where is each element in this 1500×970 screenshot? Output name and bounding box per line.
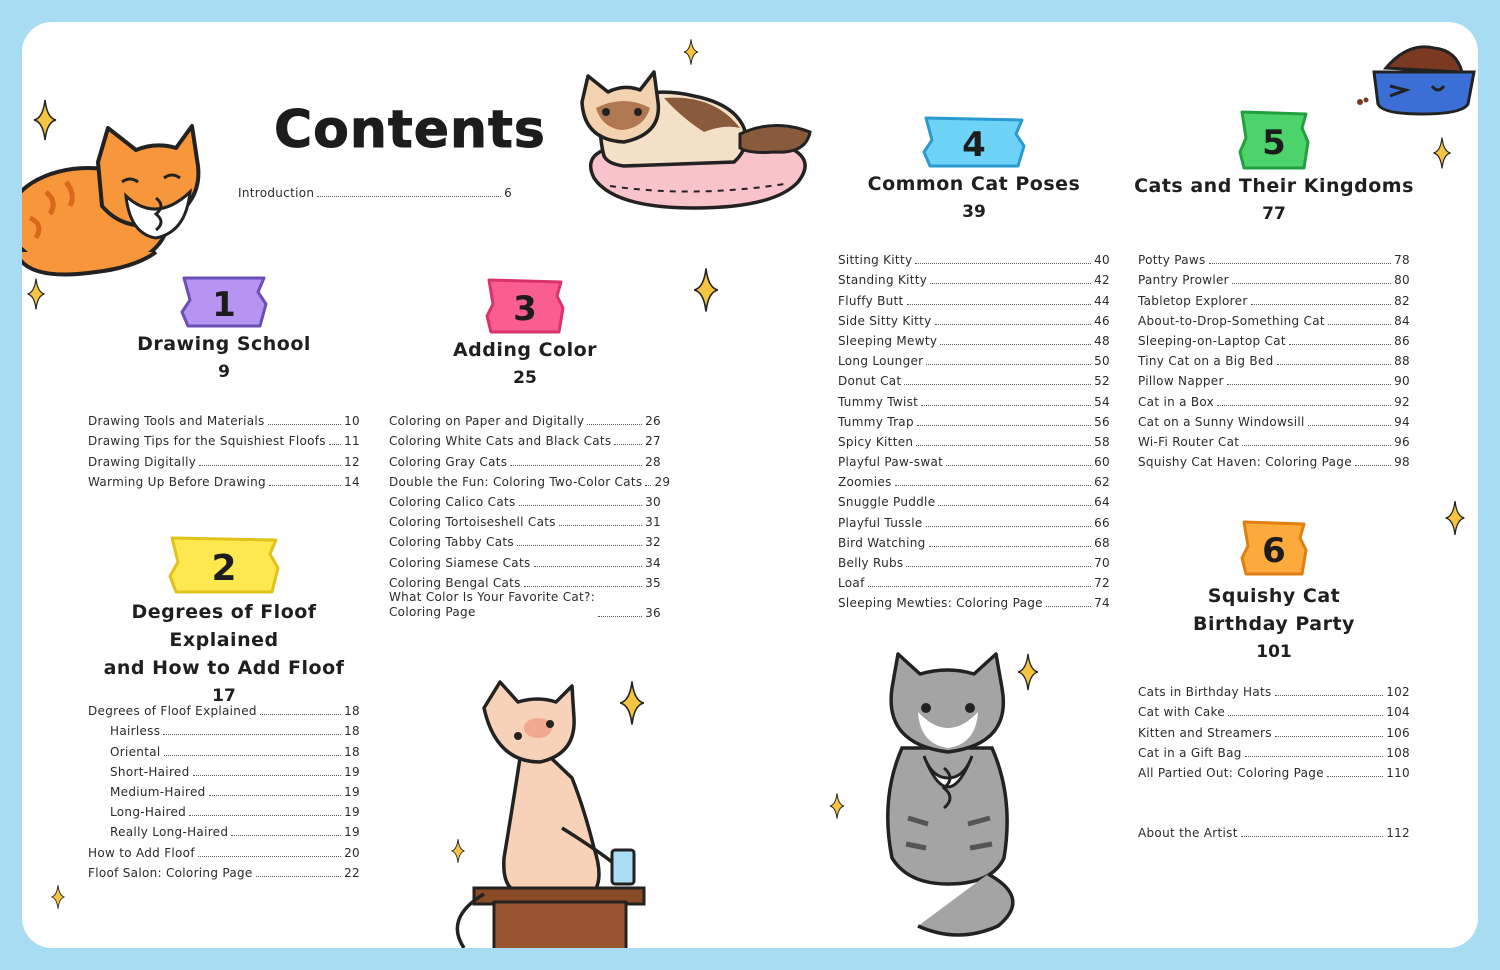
toc-entry-page: 20 — [344, 845, 360, 860]
toc-entry-page: 32 — [645, 535, 661, 550]
leader-dots — [916, 445, 1091, 446]
sparkle-icon — [1444, 496, 1466, 540]
toc-entry-page: 80 — [1394, 273, 1410, 288]
toc-entry[interactable] — [88, 469, 360, 489]
leader-dots — [921, 405, 1091, 406]
toc-entry[interactable] — [389, 408, 661, 428]
toc-entry[interactable] — [838, 247, 1110, 267]
toc-entry-page: 12 — [344, 454, 360, 469]
chapter-4-number: 4 — [962, 125, 986, 165]
toc-entry-page: 30 — [645, 494, 661, 509]
toc-entry[interactable] — [389, 448, 661, 468]
chapter-6-number: 6 — [1262, 531, 1286, 571]
toc-entry-page: 78 — [1394, 253, 1410, 268]
leader-dots — [895, 485, 1091, 486]
leader-dots — [517, 545, 642, 546]
toc-entry-label: Really Long-Haired — [110, 825, 229, 840]
cat-food-bowl-illustration — [1352, 38, 1478, 118]
leader-dots — [1227, 384, 1391, 385]
toc-entry-page: 56 — [1094, 414, 1110, 429]
toc-entry-page: 54 — [1094, 394, 1110, 409]
leader-dots — [231, 835, 341, 836]
toc-entry-page: 48 — [1094, 333, 1110, 348]
toc-entry-page: 84 — [1394, 313, 1410, 328]
toc-entry[interactable] — [838, 469, 1110, 489]
toc-entry[interactable] — [838, 267, 1110, 287]
toc-entry-label: Long-Haired — [110, 805, 187, 820]
toc-entry-label: Medium-Haired — [110, 784, 206, 799]
toc-entry-page: 58 — [1094, 434, 1110, 449]
toc-entry-label: Degrees of Floof Explained — [88, 704, 257, 719]
toc-entry-page: 50 — [1094, 354, 1110, 369]
toc-entry-label: Cats in Birthday Hats — [1138, 685, 1272, 700]
toc-entry-label: Sleeping Mewty — [838, 333, 938, 348]
toc-entry-label: Squishy Cat Haven: Coloring Page — [1138, 455, 1352, 470]
toc-entry-label: Wi-Fi Router Cat — [1138, 434, 1240, 449]
toc-entry-label: Sleeping-on-Laptop Cat — [1138, 333, 1286, 348]
toc-entry[interactable] — [1138, 388, 1410, 408]
chapter-1-number-badge — [178, 274, 270, 330]
toc-entry-page: 19 — [344, 784, 360, 799]
toc-entry-page: 106 — [1386, 725, 1410, 740]
toc-entry[interactable] — [389, 489, 661, 509]
toc-entry-page: 98 — [1394, 455, 1410, 470]
leader-dots — [317, 196, 501, 197]
chapter-5-number-badge — [1236, 108, 1312, 172]
toc-entry-page: 52 — [1094, 374, 1110, 389]
leader-dots — [587, 424, 642, 425]
toc-entry[interactable] — [88, 759, 360, 779]
toc-entry-page: 18 — [344, 724, 360, 739]
chapter-1-heading — [124, 274, 324, 386]
toc-entry-label: Kitten and Streamers — [1138, 725, 1272, 740]
leader-dots — [645, 485, 651, 486]
chapter-5-page: 77 — [1262, 204, 1286, 224]
chapter-5-title: Cats and Their Kingdoms — [1134, 175, 1414, 197]
toc-entry-page: 82 — [1394, 293, 1410, 308]
toc-entry-label: Sleeping Mewties: Coloring Page — [838, 596, 1043, 611]
toc-entry[interactable] — [1138, 348, 1410, 368]
toc-entry[interactable] — [389, 509, 661, 529]
toc-entry[interactable] — [88, 779, 360, 799]
chapter-5-number: 5 — [1262, 123, 1286, 163]
toc-entry-label: Cat on a Sunny Windowsill — [1138, 414, 1305, 429]
toc-entry[interactable] — [88, 408, 360, 428]
chapter-2-number: 2 — [211, 548, 237, 589]
toc-entry[interactable] — [838, 388, 1110, 408]
chapter-3-entries — [389, 408, 671, 620]
toc-entry-label: Coloring Calico Cats — [389, 494, 516, 509]
leader-dots — [1209, 263, 1392, 264]
toc-entry-label: Warming Up Before Drawing — [88, 474, 266, 489]
toc-entry-label: Drawing Tools and Materials — [88, 414, 265, 429]
chapter-5-heading — [1134, 108, 1414, 228]
leader-dots — [559, 525, 642, 526]
toc-entry-label: Tabletop Explorer — [1138, 293, 1248, 308]
toc-entry[interactable] — [838, 570, 1110, 590]
toc-entry-label: Tummy Trap — [838, 414, 914, 429]
toc-entry[interactable] — [838, 509, 1110, 529]
leader-dots — [164, 755, 342, 756]
leader-dots — [510, 465, 642, 466]
chapter-4-number-badge — [920, 114, 1028, 170]
leader-dots — [614, 444, 642, 445]
leader-dots — [1327, 776, 1383, 777]
toc-entry-page: 40 — [1094, 253, 1110, 268]
chapter-1-page: 9 — [218, 362, 230, 382]
sparkle-icon — [692, 260, 720, 320]
leader-dots — [915, 263, 1091, 264]
toc-entry-page: 64 — [1094, 495, 1110, 510]
leader-dots — [1241, 836, 1383, 837]
toc-entry-label: Playful Tussle — [838, 515, 923, 530]
chapter-6-number-badge — [1238, 518, 1310, 578]
leader-dots — [1251, 304, 1392, 305]
toc-entry[interactable] — [1138, 699, 1410, 719]
toc-entry[interactable] — [1138, 820, 1410, 840]
toc-entry-page: 11 — [344, 434, 360, 449]
toc-entry-label: Coloring Bengal Cats — [389, 575, 521, 590]
toc-entry[interactable] — [1138, 740, 1410, 760]
leader-dots — [598, 616, 642, 617]
leader-dots — [256, 876, 342, 877]
toc-entry-label: Double the Fun: Coloring Two-Color Cats — [389, 474, 643, 489]
leader-dots — [926, 526, 1092, 527]
toc-entry-label: Pantry Prowler — [1138, 273, 1229, 288]
toc-entry-label: Long Lounger — [838, 354, 924, 369]
chapter-2-title: Degrees of Floof Explained and How to Add Floof — [103, 601, 345, 679]
toc-entry[interactable] — [88, 839, 360, 859]
toc-entry[interactable] — [88, 698, 360, 718]
toc-entry[interactable] — [838, 409, 1110, 429]
toc-entry-page: 19 — [344, 764, 360, 779]
toc-entry-page: 28 — [645, 454, 661, 469]
leader-dots — [199, 465, 341, 466]
leader-dots — [935, 324, 1092, 325]
toc-entry-label: Loaf — [838, 576, 865, 591]
leader-dots — [1232, 283, 1391, 284]
toc-entry[interactable] — [389, 590, 661, 620]
leader-dots — [1242, 445, 1391, 446]
gray-tabby-cat-sitting-illustration — [868, 648, 1028, 938]
toc-entry-label: Hairless — [110, 724, 161, 739]
toc-entry-label: All Partied Out: Coloring Page — [1138, 765, 1324, 780]
toc-entry[interactable] — [389, 529, 661, 549]
toc-entry-label: What Color Is Your Favorite Cat?: Coloring Page — [389, 589, 596, 619]
leader-dots — [524, 586, 642, 587]
sparkle-icon — [32, 98, 58, 142]
leader-dots — [209, 795, 342, 796]
toc-entry[interactable] — [88, 428, 360, 448]
chapter-6-title: Squishy Cat Birthday Party — [1193, 585, 1355, 635]
toc-entry[interactable] — [1138, 760, 1410, 780]
toc-entry[interactable] — [1138, 247, 1410, 267]
toc-entry-page: 46 — [1094, 313, 1110, 328]
toc-entry[interactable] — [838, 590, 1110, 610]
toc-entry-page: 86 — [1394, 333, 1410, 348]
toc-entry[interactable] — [1138, 449, 1410, 469]
toc-entry-label: Coloring Siamese Cats — [389, 555, 531, 570]
toc-entry-label: Sitting Kitty — [838, 253, 913, 268]
chapter-3-number-badge — [483, 276, 567, 336]
toc-entry-label: Coloring White Cats and Black Cats — [389, 434, 612, 449]
toc-entry-page: 26 — [645, 414, 661, 429]
chapter-5-entries — [1138, 247, 1410, 469]
chapter-3-number: 3 — [513, 289, 537, 329]
leader-dots — [1217, 405, 1391, 406]
leader-dots — [1228, 715, 1383, 716]
toc-entry-label: Oriental — [110, 744, 161, 759]
toc-entry-label: Snuggle Puddle — [838, 495, 936, 510]
toc-entry-page: 62 — [1094, 475, 1110, 490]
toc-entry[interactable] — [838, 328, 1110, 348]
toc-entry-label: Coloring on Paper and Digitally — [389, 414, 585, 429]
sparkle-icon — [50, 884, 66, 910]
toc-entry[interactable] — [88, 718, 360, 738]
toc-entry[interactable] — [389, 428, 661, 448]
leader-dots — [329, 444, 341, 445]
toc-entry-label: Spicy Kitten — [838, 434, 914, 449]
leader-dots — [268, 424, 342, 425]
chapter-4-heading — [864, 114, 1084, 226]
toc-entry-page: 19 — [344, 805, 360, 820]
sparkle-icon — [26, 276, 46, 312]
sparkle-icon — [1432, 136, 1452, 170]
chapter-3-page: 25 — [513, 368, 537, 388]
toc-entry-label: Potty Paws — [1138, 253, 1206, 268]
leader-dots — [938, 505, 1091, 506]
toc-entry-page: 104 — [1386, 705, 1410, 720]
leader-dots — [193, 775, 342, 776]
toc-entry-label: Drawing Digitally — [88, 454, 197, 469]
sparkle-icon — [618, 676, 646, 730]
leader-dots — [260, 714, 341, 715]
toc-entry-page: 44 — [1094, 293, 1110, 308]
toc-entry-label: How to Add Floof — [88, 845, 195, 860]
leader-dots — [929, 546, 1092, 547]
toc-entry-page: 19 — [344, 825, 360, 840]
leader-dots — [189, 815, 341, 816]
toc-entry-label: Short-Haired — [110, 764, 190, 779]
toc-entry[interactable] — [88, 738, 360, 758]
toc-entry-page: 72 — [1094, 576, 1110, 591]
leader-dots — [1275, 736, 1383, 737]
toc-entry[interactable] — [88, 860, 360, 880]
contents-page — [22, 22, 1478, 948]
toc-entry-label: Coloring Gray Cats — [389, 454, 508, 469]
leader-dots — [1245, 756, 1384, 757]
toc-entry-label: Cat with Cake — [1138, 705, 1226, 720]
toc-entry[interactable] — [1138, 328, 1410, 348]
leader-dots — [519, 505, 643, 506]
toc-entry-label: Pillow Napper — [1138, 374, 1224, 389]
toc-entry[interactable] — [389, 469, 671, 489]
toc-entry-label: Belly Rubs — [838, 556, 904, 570]
toc-entry-page: 94 — [1394, 414, 1410, 429]
chapter-1-entries — [88, 408, 360, 489]
orange-tabby-cat-sleeping-illustration — [22, 122, 202, 282]
toc-entry-label: Tiny Cat on a Big Bed — [1138, 354, 1274, 369]
toc-entry[interactable] — [238, 180, 512, 200]
toc-entry-page: 74 — [1094, 596, 1110, 611]
toc-entry-page: 42 — [1094, 273, 1110, 288]
chapter-4-entries — [838, 247, 1110, 610]
toc-entry-label: Drawing Tips for the Squishiest Floofs — [88, 434, 326, 449]
toc-entry[interactable] — [838, 348, 1110, 368]
toc-entry-page: 36 — [645, 605, 661, 620]
toc-entry[interactable] — [1138, 267, 1410, 287]
chapter-4-title: Common Cat Poses — [867, 173, 1081, 195]
toc-entry-label: Zoomies — [838, 475, 892, 490]
chapter-6-entries — [1138, 679, 1410, 780]
toc-entry[interactable] — [838, 429, 1110, 449]
chapter-2-heading — [74, 534, 374, 710]
toc-entry-label: Cat in a Box — [1138, 394, 1215, 409]
toc-entry[interactable] — [88, 819, 360, 839]
toc-entry[interactable] — [88, 799, 360, 819]
leader-dots — [946, 465, 1091, 466]
toc-entry-label: Bird Watching — [838, 535, 926, 550]
toc-entry-page: 90 — [1394, 374, 1410, 389]
toc-entry-page: 68 — [1094, 535, 1110, 550]
toc-entry-page: 35 — [645, 575, 661, 590]
calico-cat-on-pillow-illustration — [574, 58, 824, 218]
sparkle-icon — [682, 38, 700, 66]
toc-entry[interactable] — [838, 308, 1110, 328]
leader-dots — [1328, 324, 1391, 325]
leader-dots — [917, 425, 1091, 426]
toc-entry-page: 14 — [344, 474, 360, 489]
toc-entry[interactable] — [838, 530, 1110, 550]
toc-entry-page: 88 — [1394, 354, 1410, 369]
toc-entry-label: Tummy Twist — [838, 394, 919, 409]
toc-entry-label: Side Sitty Kitty — [838, 313, 932, 328]
toc-entry-label: Donut Cat — [838, 374, 902, 389]
leader-dots — [1289, 344, 1391, 345]
toc-entry-label: Standing Kitty — [838, 273, 928, 288]
toc-entry[interactable] — [838, 287, 1110, 307]
leader-dots — [868, 586, 1092, 587]
toc-entry-label: Coloring Tabby Cats — [389, 535, 514, 550]
page-title: Contents — [274, 100, 546, 160]
toc-entry-page: 6 — [504, 186, 512, 201]
toc-entry-page: 110 — [1386, 765, 1410, 780]
toc-entry-label: Playful Paw-swat — [838, 455, 944, 470]
toc-entry-page: 31 — [645, 515, 661, 530]
leader-dots — [906, 566, 1091, 567]
toc-entry[interactable] — [1138, 719, 1410, 739]
leader-dots — [1355, 465, 1391, 466]
chapter-3-title: Adding Color — [452, 339, 598, 361]
leader-dots — [940, 344, 1091, 345]
toc-entry-page: 102 — [1386, 685, 1410, 700]
leader-dots — [926, 364, 1091, 365]
toc-entry[interactable] — [838, 489, 1110, 509]
toc-entry[interactable] — [389, 549, 661, 569]
leader-dots — [1308, 425, 1392, 426]
toc-entry-page: 60 — [1094, 455, 1110, 470]
toc-entry-page: 18 — [344, 744, 360, 759]
toc-entry-label: About-to-Drop-Something Cat — [1138, 313, 1325, 328]
toc-entry[interactable] — [1138, 287, 1410, 307]
chapter-6-page: 101 — [1256, 642, 1292, 662]
chapter-2-number-badge — [166, 534, 282, 596]
chapter-1-number: 1 — [212, 285, 236, 325]
toc-entry-page: 22 — [344, 865, 360, 880]
toc-entry-page: 66 — [1094, 515, 1110, 530]
toc-entry[interactable] — [838, 368, 1110, 388]
toc-entry-page: 108 — [1386, 745, 1410, 760]
leader-dots — [198, 856, 341, 857]
toc-entry[interactable] — [1138, 409, 1410, 429]
chapter-1-title: Drawing School — [137, 333, 311, 355]
leader-dots — [269, 485, 341, 486]
toc-entry-page: 96 — [1394, 434, 1410, 449]
toc-entry-page: 27 — [645, 434, 661, 449]
about-artist-entry-block — [1138, 820, 1410, 840]
toc-entry[interactable] — [1138, 429, 1410, 449]
toc-entry-label: Introduction — [238, 186, 315, 201]
chapter-2-page: 17 — [212, 686, 236, 706]
leader-dots — [534, 566, 643, 567]
leader-dots — [1277, 364, 1392, 365]
sparkle-icon — [1016, 652, 1040, 692]
toc-entry-page: 29 — [654, 474, 671, 489]
toc-entry[interactable] — [88, 448, 360, 468]
toc-entry-page: 92 — [1394, 394, 1410, 409]
toc-entry-page: 70 — [1094, 556, 1110, 570]
toc-entry[interactable] — [838, 449, 1110, 469]
toc-entry-page: 112 — [1386, 826, 1410, 841]
chapter-3-heading — [425, 276, 625, 392]
leader-dots — [1046, 606, 1091, 607]
toc-entry[interactable] — [1138, 368, 1410, 388]
chapter-2-entries — [88, 698, 360, 880]
leader-dots — [930, 283, 1091, 284]
introduction-entry-block — [238, 180, 512, 200]
chapter-4-page: 39 — [962, 202, 986, 222]
toc-entry-label: Coloring Tortoiseshell Cats — [389, 515, 556, 530]
toc-entry[interactable] — [1138, 679, 1410, 699]
toc-entry-label: Floof Salon: Coloring Page — [88, 865, 253, 880]
sparkle-icon — [450, 838, 466, 864]
toc-entry[interactable] — [389, 570, 661, 590]
chapter-6-heading — [1164, 518, 1384, 666]
toc-entry-label: About the Artist — [1138, 826, 1238, 841]
leader-dots — [904, 384, 1091, 385]
toc-entry-page: 18 — [344, 704, 360, 719]
sparkle-icon — [828, 792, 846, 820]
toc-entry[interactable] — [838, 550, 1110, 570]
toc-entry-page: 10 — [344, 414, 360, 429]
leader-dots — [163, 734, 341, 735]
toc-entry-page: 34 — [645, 555, 661, 570]
leader-dots — [907, 304, 1092, 305]
toc-entry[interactable] — [1138, 308, 1410, 328]
toc-entry-label: Cat in a Gift Bag — [1138, 745, 1242, 760]
leader-dots — [1275, 695, 1384, 696]
toc-entry-label: Fluffy Butt — [838, 293, 904, 308]
